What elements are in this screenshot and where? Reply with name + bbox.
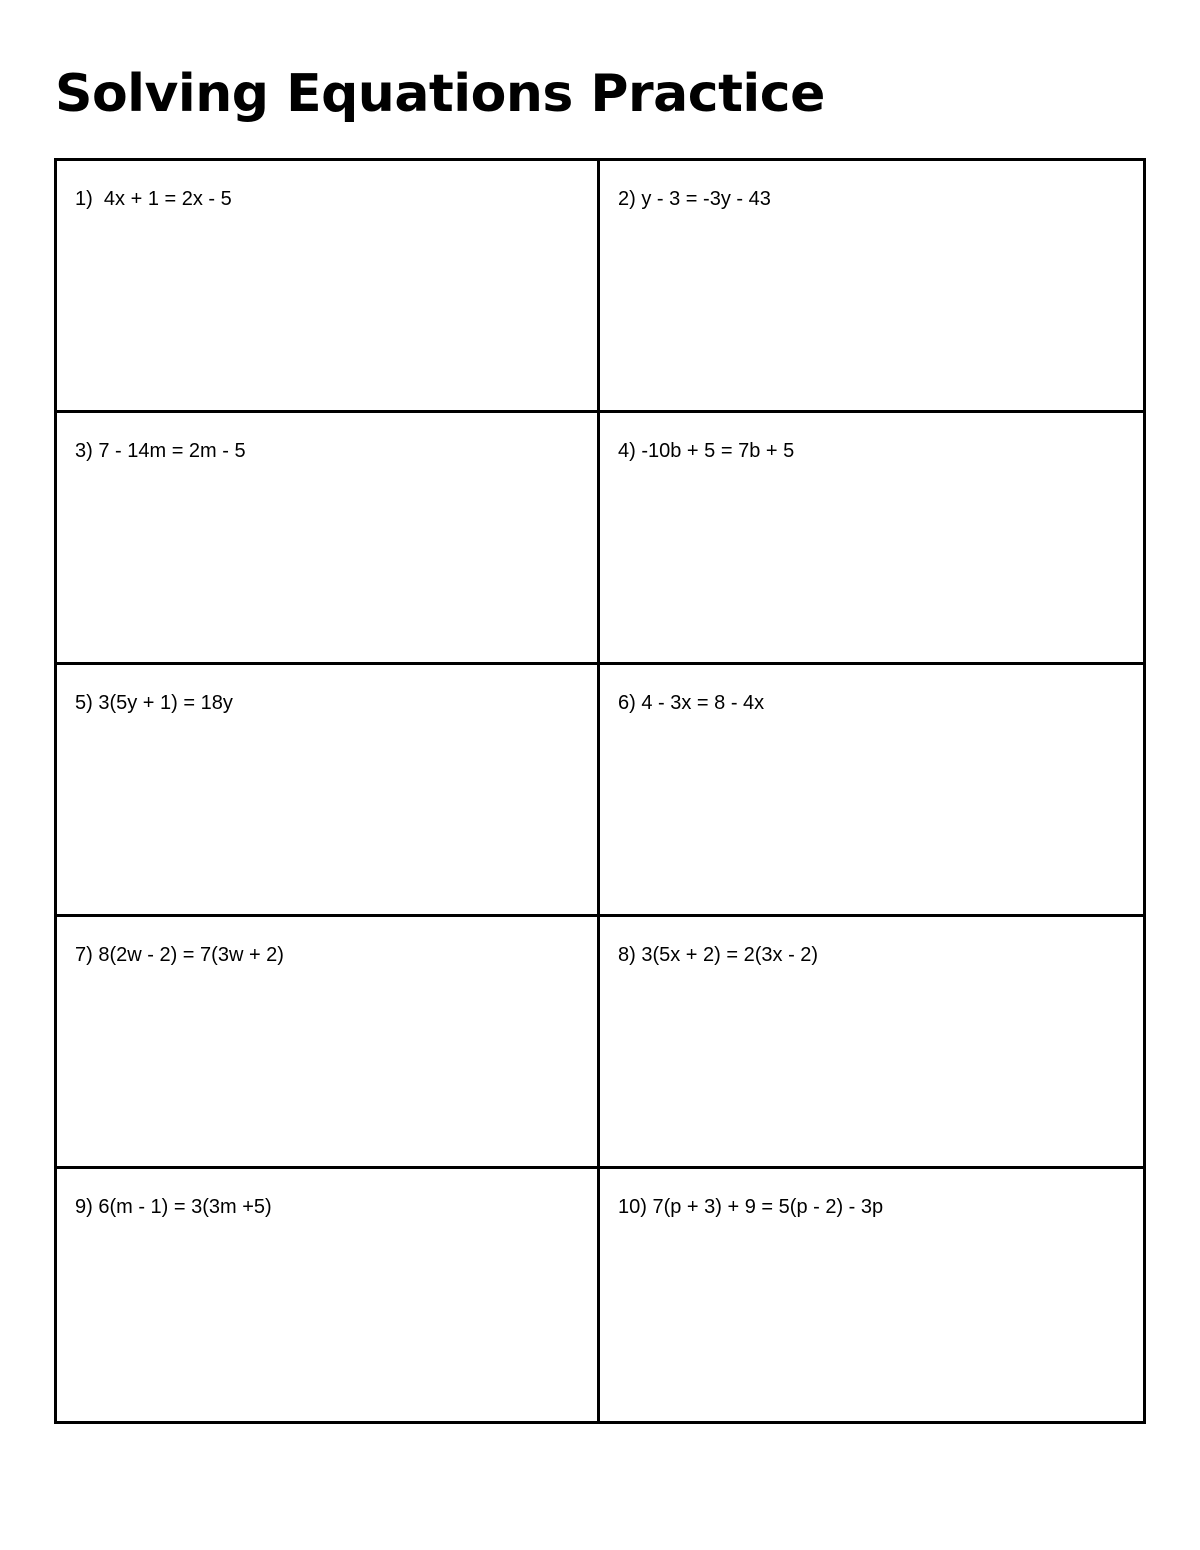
problem-cell-7[interactable] [57,917,600,1169]
problem-cell-1[interactable] [57,161,600,413]
problem-text-2: 2) y - 3 = -3y - 43 [618,188,771,210]
problem-cell-4[interactable] [600,413,1143,665]
problem-text-4: 4) -10b + 5 = 7b + 5 [618,440,795,462]
problem-cell-6[interactable] [600,665,1143,917]
page-title: Solving Equations Practice [55,64,825,124]
problem-text-10: 10) 7(p + 3) + 9 = 5(p - 2) - 3p [618,1196,884,1218]
problem-text-1: 1) 4x + 1 = 2x - 5 [75,188,232,210]
problem-cell-5[interactable] [57,665,600,917]
problem-text-8: 8) 3(5x + 2) = 2(3x - 2) [618,944,819,966]
problem-grid [54,158,1146,1424]
problem-cell-2[interactable] [600,161,1143,413]
problem-cell-9[interactable] [57,1169,600,1421]
problem-cell-10[interactable] [600,1169,1143,1421]
problem-cell-3[interactable] [57,413,600,665]
problem-text-5: 5) 3(5y + 1) = 18y [75,692,233,714]
problem-cell-8[interactable] [600,917,1143,1169]
problem-text-3: 3) 7 - 14m = 2m - 5 [75,440,246,462]
problem-text-7: 7) 8(2w - 2) = 7(3w + 2) [75,944,284,966]
problem-text-6: 6) 4 - 3x = 8 - 4x [618,692,765,714]
problem-text-9: 9) 6(m - 1) = 3(3m +5) [75,1196,272,1218]
